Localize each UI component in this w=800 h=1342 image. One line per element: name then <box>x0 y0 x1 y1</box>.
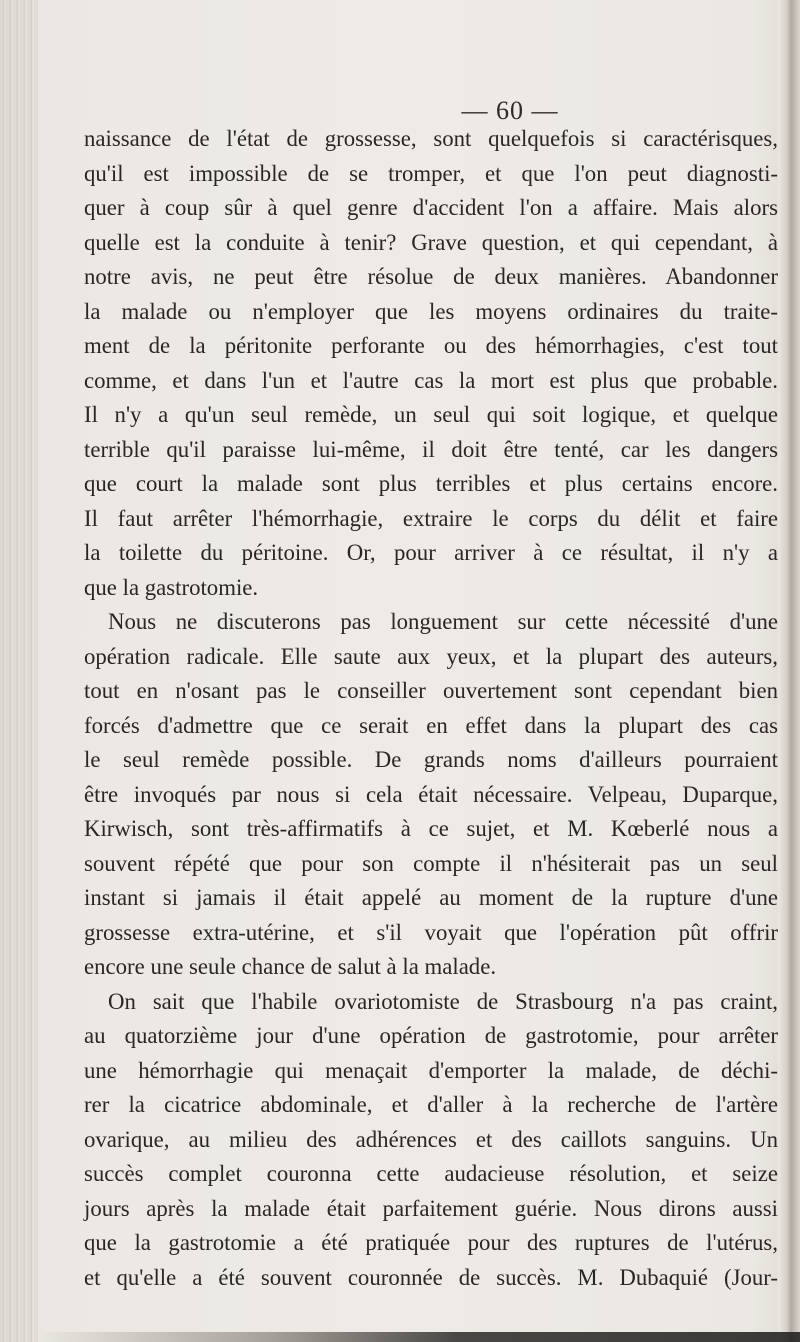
page-number: — 60 — <box>461 96 559 125</box>
text-line: la malade ou n'employer que les moyens ordinaires du traite- <box>84 298 778 324</box>
text-line: que court la malade sont plus terribles et plus certains encore. <box>84 471 778 496</box>
text-line: comme, et dans l'un et l'autre cas la mort est plus que probable. <box>84 367 778 393</box>
text-line: rer la cicatrice abdominale, et d'aller à la recherche de l'artère <box>84 1092 778 1117</box>
text-line: jours après la malade était parfaitement guérie. Nous dirons aussi <box>84 1195 778 1221</box>
text-line: le seul remède possible. De grands noms d'ailleurs pourraient <box>84 747 778 772</box>
text-line: naissance de l'état de grossesse, sont quelquefois si caractérisques, <box>84 126 778 151</box>
text-line: On sait que l'habile ovariotomiste de Strasbourg n'a pas craint, <box>108 988 778 1014</box>
text-line: une hémorrhagie qui menaçait d'emporter la malade, de déchi- <box>84 1057 778 1083</box>
text-line: instant si jamais il était appelé au moment de la rupture d'une <box>84 885 778 910</box>
text-line: quelle est la conduite à tenir? Grave question, et qui cependant, à <box>84 229 778 255</box>
text-line: Nous ne discuterons pas longuement sur cette nécessité d'une <box>108 609 778 634</box>
text-line: souvent répété que pour son compte il n'hésiterait pas un seul <box>84 850 778 876</box>
binding-edge <box>0 0 38 1342</box>
text-line: Il faut arrêter l'hémorrhagie, extraire le corps du délit et faire <box>84 505 778 531</box>
text-line: au quatorzième jour d'une opération de gastrotomie, pour arrêter <box>84 1023 778 1048</box>
text-line: la toilette du péritoine. Or, pour arriver à ce résultat, il n'y a <box>84 540 778 565</box>
text-line: Il n'y a qu'un seul remède, un seul qui soit logique, et quelque <box>84 402 778 427</box>
text-line: quer à coup sûr à quel genre d'accident l'on a affaire. Mais alors <box>84 195 778 220</box>
text-line: qu'il est impossible de se tromper, et que l'on peut diagnosti- <box>84 160 778 186</box>
text-line: encore une seule chance de salut à la malade. <box>84 954 497 979</box>
text-line: terrible qu'il paraisse lui-même, il doit être tenté, car les dangers <box>84 436 778 462</box>
text-line: forcés d'admettre que ce serait en effet dans la plupart des cas <box>84 712 778 738</box>
bottom-shadow-rule <box>40 1332 800 1342</box>
text-line: ment de la péritonite perforante ou des hémorrhagies, c'est tout <box>84 333 778 358</box>
text-line: opération radicale. Elle saute aux yeux, et la plupart des auteurs, <box>84 643 778 669</box>
text-line: tout en n'osant pas le conseiller ouvertement sont cependant bien <box>84 678 778 703</box>
text-line: et qu'elle a été souvent couronnée de succès. M. Dubaquié (Jour- <box>84 1264 778 1290</box>
text-line: ovarique, au milieu des adhérences et des caillots sanguins. Un <box>84 1126 778 1152</box>
text-line: succès complet couronna cette audacieuse résolution, et seize <box>84 1161 778 1186</box>
text-line: que la gastrotomie. <box>84 574 259 600</box>
text-line: notre avis, ne peut être résolue de deux manières. Abandonner <box>84 264 778 289</box>
page-edge <box>778 0 800 1342</box>
text-line: être invoqués par nous si cela était nécessaire. Velpeau, Duparque, <box>84 781 778 807</box>
text-line: grossesse extra-utérine, et s'il voyait que l'opération pût offrir <box>84 919 778 945</box>
text-line: que la gastrotomie a été pratiquée pour des ruptures de l'utérus, <box>84 1230 778 1255</box>
text-line: Kirwisch, sont très-affirmatifs à ce sujet, et M. Kœberlé nous a <box>84 816 778 841</box>
body-text <box>84 122 778 1295</box>
